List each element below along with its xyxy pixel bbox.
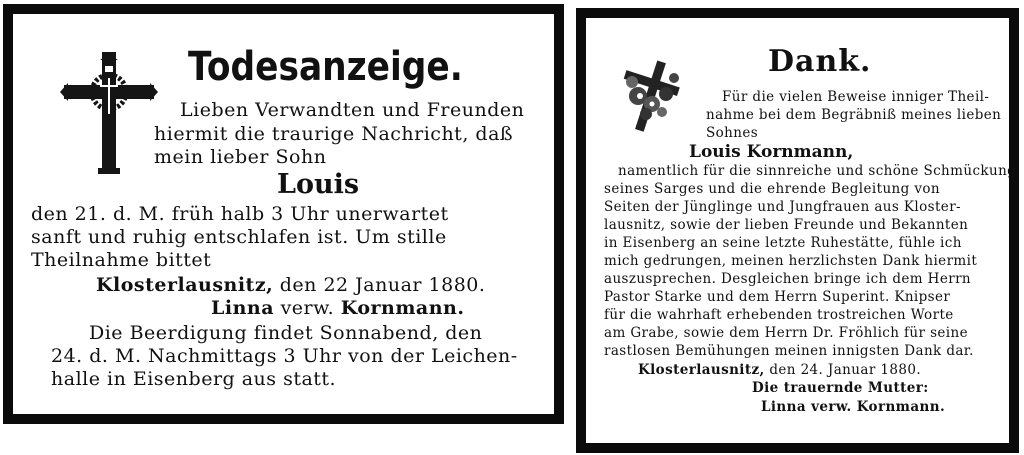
signer: Linna verw. Kornmann. xyxy=(211,297,465,319)
wreath-cross-icon xyxy=(616,52,692,136)
signer: Linna verw. Kornmann. xyxy=(761,399,946,415)
notice-title: Dank. xyxy=(768,44,872,79)
place: Klosterlausnitz, xyxy=(638,362,765,378)
body-line: Seiten der Jünglinge und Jungfrauen aus Kloster- xyxy=(604,199,962,215)
crucifix-icon xyxy=(60,52,158,174)
body-line: am Grabe, sowie dem Herrn Dr. Fröhlich für seine xyxy=(604,325,968,341)
text-line: sanft und ruhig entschlafen ist. Um stille xyxy=(31,226,447,248)
funeral-line: halle in Eisenberg aus statt. xyxy=(51,368,337,390)
deceased-name: Louis xyxy=(277,169,360,200)
body-line: für die wahrhaft erhebenden trostreichen Worte xyxy=(604,307,954,323)
body-line: auszusprechen. Desgleichen bringe ich dem Herrn xyxy=(604,271,972,287)
intro-line: Für die vielen Beweise inniger Theil- xyxy=(722,89,990,105)
body-line: seines Sarges und die ehrende Begleitung von xyxy=(604,181,941,197)
closing-line: Die trauernde Mutter: xyxy=(752,380,929,396)
place-date xyxy=(96,274,485,296)
thanks-notice xyxy=(576,8,1019,453)
body-line: rastlosen Bemühungen meinen innigsten Dank dar. xyxy=(604,343,974,359)
death-notice xyxy=(3,4,564,424)
place-date xyxy=(638,362,921,378)
body-line: Pastor Starke und dem Herrn Superint. Knipser xyxy=(604,289,951,305)
body-line: in Eisenberg an seine letzte Ruhestätte, fühle ich xyxy=(604,235,962,251)
body-line: lausnitz, sowie der lieben Freunde und Bekannten xyxy=(604,217,969,233)
intro-line: nahme bei dem Begräbniß meines lieben xyxy=(706,107,1002,123)
date: den 24. Januar 1880. xyxy=(764,362,922,378)
body-line: mich gedrungen, meinen herzlichsten Dank hiermit xyxy=(604,253,978,269)
funeral-line: 24. d. M. Nachmittags 3 Uhr von der Leichen- xyxy=(51,345,518,367)
deceased-name: Louis Kornmann, xyxy=(689,142,854,162)
text-line: Theilnahme bittet xyxy=(31,249,212,271)
text-line: den 21. d. M. früh halb 3 Uhr unerwartet xyxy=(31,203,449,225)
place: Klosterlausnitz, xyxy=(96,274,274,296)
intro-line: Sohnes xyxy=(706,125,759,141)
text-line: mein lieber Sohn xyxy=(154,146,327,168)
text-line: Lieben Verwandten und Freunden xyxy=(180,99,525,121)
notice-title: Todesanzeige. xyxy=(188,44,463,90)
funeral-line: Die Beerdigung findet Sonnabend, den xyxy=(89,322,483,344)
text-line: hiermit die traurige Nachricht, daß xyxy=(154,123,514,145)
body-line: namentlich für die sinnreiche und schöne Schmückung xyxy=(618,163,1017,179)
date: den 22 Januar 1880. xyxy=(273,274,486,296)
